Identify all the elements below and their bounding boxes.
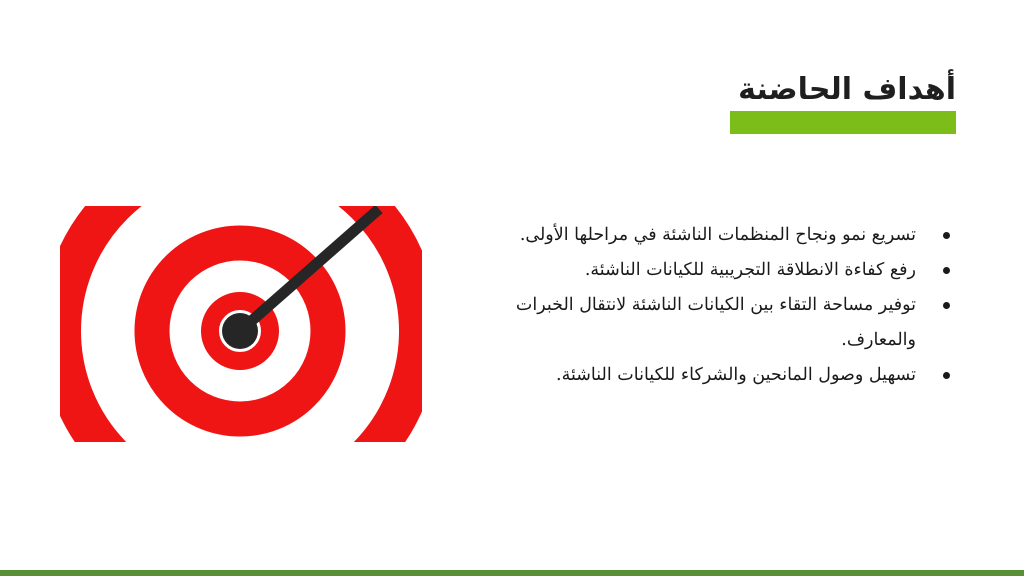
bullet-dot — [943, 302, 950, 309]
target-icon — [60, 206, 422, 442]
slide-title: أهداف الحاضنة — [738, 72, 956, 107]
footer-bar — [0, 570, 1024, 576]
goal-item — [510, 253, 950, 288]
goal-item — [510, 358, 950, 393]
goal-text: تسريع نمو ونجاح المنظمات الناشئة في مراحلها الأولى. — [519, 225, 916, 245]
goal-text: توفير مساحة التقاء بين الكيانات الناشئة لانتقال الخبرات والمعارف. — [515, 295, 916, 350]
goal-item — [510, 288, 950, 358]
goal-text: تسهيل وصول المانحين والشركاء للكيانات الناشئة. — [556, 365, 916, 385]
goal-text: رفع كفاءة الانطلاقة التجريبية للكيانات الناشئة. — [584, 260, 916, 280]
title-underline — [730, 111, 956, 134]
goals-list — [510, 218, 950, 393]
goal-item — [510, 218, 950, 253]
bullet-dot — [943, 372, 950, 379]
bullet-dot — [943, 232, 950, 239]
bullet-dot — [943, 267, 950, 274]
target-center-dot — [222, 313, 258, 349]
